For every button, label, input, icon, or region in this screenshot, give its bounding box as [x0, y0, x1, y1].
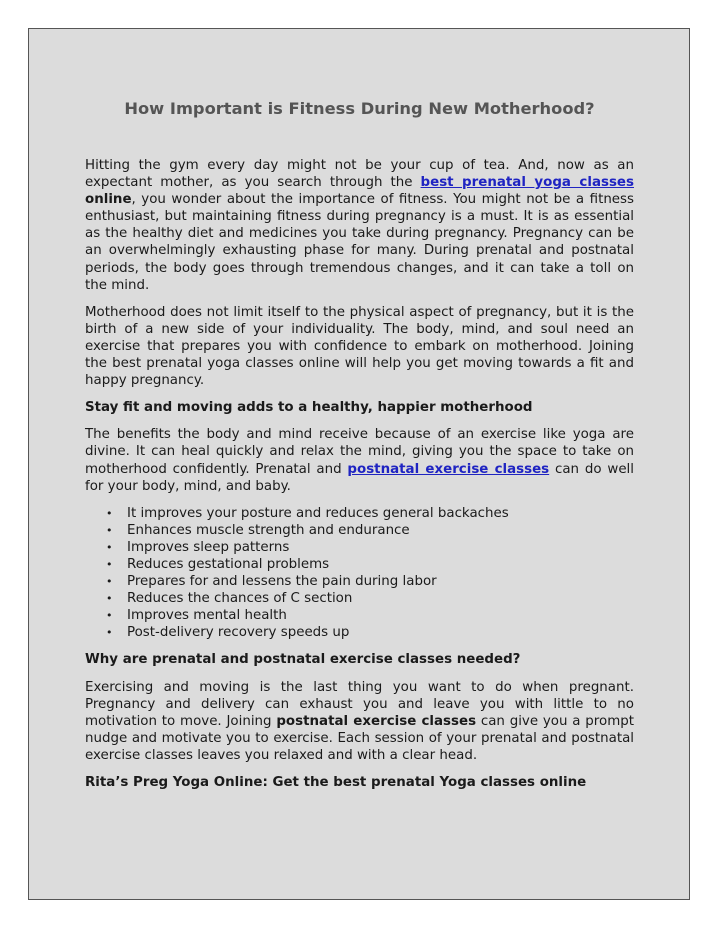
paragraph-benefits	[85, 426, 634, 494]
section-heading-stay-fit: Stay fit and moving adds to a healthy, happier motherhood	[85, 400, 533, 416]
list-item-text: Improves mental health	[127, 608, 287, 624]
list-item	[106, 607, 634, 624]
section-heading-ritas-preg-yoga: Rita’s Preg Yoga Online: Get the best prenatal Yoga classes online	[85, 775, 587, 790]
bullet-icon: •	[106, 575, 113, 589]
list-item-text: It improves your posture and reduces general backaches	[127, 505, 509, 521]
list-item	[106, 590, 634, 607]
list-item-text: Improves sleep patterns	[127, 539, 290, 555]
list-item-text: Reduces the chances of C section	[127, 591, 353, 607]
bullet-icon: •	[106, 592, 113, 606]
best-prenatal-yoga-classes-link[interactable]: best prenatal yoga classes	[420, 175, 634, 191]
list-item-text: Reduces gestational problems	[127, 556, 330, 572]
bullet-icon: •	[106, 540, 113, 554]
paragraph-intro-text-b: , you wonder about the importance of fitness. You might not be a fitness enthusiast, but maintaining fitness during pregnancy is a must. It is as essential as the healthy diet and medicines you take during pregnancy. Pregnancy can be an overwhelmingly exhausting phase for many. During prenatal and postnatal periods, the body goes through tremendous changes, and it can take a toll on the mind.	[85, 192, 634, 293]
list-item-text: Post-delivery recovery speeds up	[127, 625, 350, 641]
list-item-text: Enhances muscle strength and endurance	[127, 522, 410, 538]
page-title: How Important is Fitness During New Motherhood?	[124, 99, 595, 118]
postnatal-exercise-classes-link[interactable]: postnatal exercise classes	[347, 461, 550, 477]
paragraph-exercising-text-b: can give you a prompt nudge and motivate you to exercise. Each session of your prenatal and postnatal exercise classes leaves you relaxed and with a clear head.	[85, 713, 634, 763]
list-item-text: Prepares for and lessens the pain during labor	[127, 574, 437, 590]
paragraph-motherhood: Motherhood does not limit itself to the physical aspect of pregnancy, but it is the birth of a new side of your individuality. The body, mind, and soul need an exercise that prepares you with confidence to embark on motherhood. Joining the best prenatal yoga classes online will help you get moving towards a fit and happy pregnancy.	[85, 304, 634, 389]
paragraph-intro	[85, 157, 634, 294]
bullet-icon: •	[106, 506, 113, 520]
paragraph-benefits-text-a: The benefits the body and mind receive because of an exercise like yoga are divine. It can heal quickly and relax the mind, giving you the space to take on motherhood confidently. Prenatal and	[85, 427, 634, 477]
bullet-icon: •	[106, 557, 113, 571]
bullet-icon: •	[106, 609, 113, 623]
list-item	[106, 556, 634, 573]
benefits-list	[85, 505, 634, 642]
section-heading-why-classes: Why are prenatal and postnatal exercise classes needed?	[85, 652, 521, 668]
list-item	[106, 539, 634, 556]
paragraph-exercising-text-a: Exercising and moving is the last thing you want to do when pregnant. Pregnancy and delivery can exhaust you and leave you with little to no motivation to move. Joining	[85, 679, 634, 729]
list-item	[106, 505, 634, 522]
bullet-icon: •	[106, 523, 113, 537]
paragraph-exercising	[85, 679, 634, 764]
document-content	[85, 99, 634, 801]
list-item	[106, 573, 634, 590]
list-item	[106, 522, 634, 539]
paragraph-intro-bold-online: online	[85, 192, 132, 208]
document-page	[28, 28, 690, 900]
paragraph-intro-text-a: Hitting the gym every day might not be your cup of tea. And, now as an expectant mother, as you search through the	[85, 158, 634, 191]
paragraph-exercising-bold: postnatal exercise classes	[276, 713, 477, 729]
bullet-icon: •	[106, 626, 113, 640]
list-item	[106, 624, 634, 641]
paragraph-benefits-text-b: can do well for your body, mind, and baby.	[85, 461, 634, 494]
